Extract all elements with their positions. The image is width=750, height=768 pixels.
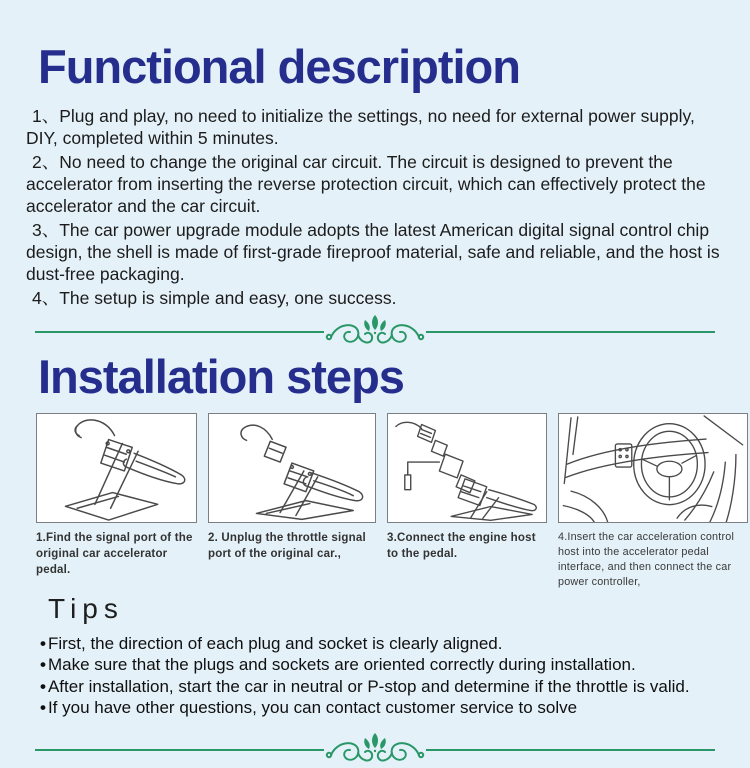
tip-item-2: • Make sure that the plugs and sockets are oriented correctly during installation. <box>40 654 740 676</box>
step-3-card <box>387 413 547 562</box>
pedal-engine-host-icon <box>387 413 547 523</box>
ornament-divider-top <box>35 314 715 350</box>
installation-steps-row <box>36 413 745 590</box>
step-4-card <box>558 413 748 590</box>
pedal-signal-cable-icon <box>36 413 197 523</box>
tips-list <box>40 633 740 719</box>
flourish-icon <box>325 314 425 350</box>
pedal-unplug-connector-icon <box>208 413 376 523</box>
functional-item-1: 1、Plug and play, no need to initialize the settings, no need for external power supply, DIY, completed within 5 minutes. <box>26 105 695 148</box>
divider-line-right <box>426 331 715 333</box>
divider-line-left <box>35 331 324 333</box>
tip-item-1: • First, the direction of each plug and socket is clearly aligned. <box>40 633 740 655</box>
step-1-card <box>36 413 197 578</box>
functional-item-3: 3、The car power upgrade module adopts the latest American digital signal control chip design, the shell is made of first-grade fireproof material, safe and reliable, and the host is dust-free packaging. <box>26 219 720 284</box>
installation-steps-title: Installation steps <box>38 349 404 403</box>
step-4-caption: 4.Insert the car acceleration control host into the accelerator pedal interface, and then connect the car power controller, <box>558 530 735 588</box>
step-3-caption: 3.Connect the engine host to the pedal. <box>387 531 536 560</box>
step-1-caption: 1.Find the signal port of the original car accelerator pedal. <box>36 531 193 576</box>
car-dashboard-install-icon <box>558 413 748 523</box>
step-2-caption: 2. Unplug the throttle signal port of the original car., <box>208 531 366 560</box>
functional-item-2: 2、No need to change the original car circuit. The circuit is designed to prevent the accelerator from inserting the reverse protection circuit, which can effectively protect the accelerator and the car circuit. <box>26 151 706 216</box>
tip-item-4: • If you have other questions, you can contact customer service to solve <box>40 697 740 719</box>
functional-description-list <box>26 105 728 309</box>
tip-item-3: • After installation, start the car in neutral or P-stop and determine if the throttle is valid. <box>40 676 740 698</box>
functional-item-4: 4、The setup is simple and easy, one success. <box>32 287 397 308</box>
step-2-card <box>208 413 376 562</box>
functional-description-title: Functional description <box>38 40 520 93</box>
tips-title: Tips <box>48 592 124 624</box>
